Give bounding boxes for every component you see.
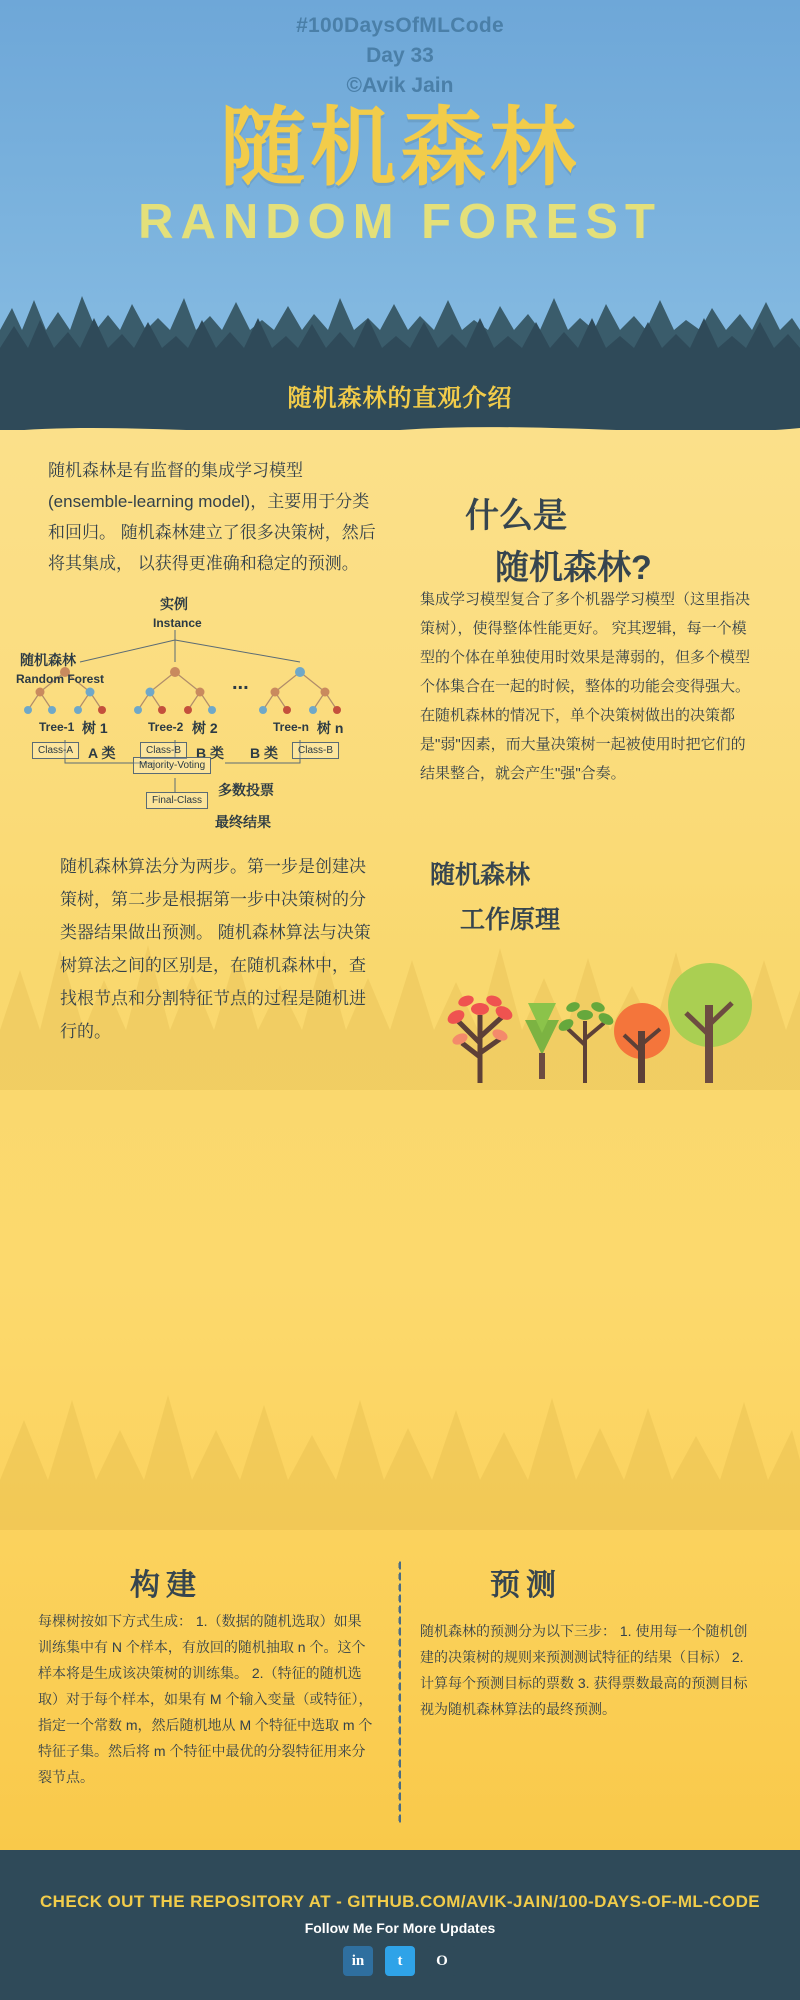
rf-heading-line2: 工作原理	[460, 906, 561, 934]
diagram-graphic	[10, 600, 360, 870]
social-links	[0, 1946, 800, 1976]
intro-paragraph: 随机森林是有监督的集成学习模型 (ensemble-learning model)，主要用于分类和回归。 随机森林建立了很多决策树，然后将其集成， 以获得更准确和稳定的预测。	[48, 461, 376, 573]
forest-label-en: Random Forest	[16, 672, 105, 686]
column-divider	[398, 1560, 401, 1825]
footer-treeline-illustration	[0, 1850, 800, 1862]
predict-column-title: 预测	[490, 1569, 562, 1602]
day-text: Day 33	[366, 44, 434, 67]
footer-section	[0, 1850, 800, 2000]
ensemble-paragraph: 集成学习模型复合了多个机器学习模型（这里指决策树），使得整体性能更好。 究其逻辑，每一个模型的个体在单独使用时效果是薄弱的，但多个模型个体集合在一起的时候，整体的功能会变得强大。在随机森林的情况下，单个决策树做出的决策都是"弱"因素，而大量决策树一起被使用时把它们的结果整合，就会产生"强"合奏。	[420, 591, 751, 782]
majority-voting-box: Majority-Voting	[133, 757, 211, 774]
header-section	[0, 0, 800, 370]
tree1-label-en: Tree-1	[39, 720, 75, 734]
github-icon[interactable]: O	[427, 1946, 457, 1976]
twitter-icon[interactable]: t	[385, 1946, 415, 1976]
treen-label-en: Tree-n	[273, 720, 310, 734]
main-content	[0, 430, 800, 1850]
treeline-illustration	[0, 260, 800, 370]
ellipsis-label: ...	[232, 672, 249, 694]
class-a-box-en: Class-A	[32, 742, 79, 759]
forest-label-cn: 随机森林	[20, 652, 76, 668]
class-b2-box-en: Class-B	[292, 742, 339, 759]
algorithm-paragraph: 随机森林算法分为两步。第一步是创建决策树，第二步是根据第一步中决策树的分类器结果做出预测。 随机森林算法与决策树算法之间的区别是，在随机森林中，查找根节点和分割特征节点的过程是随机进行的。	[60, 857, 371, 1041]
instance-label-cn: 实例	[160, 596, 188, 612]
question-heading-line1: 什么是	[465, 497, 567, 535]
tree2-label-cn: 树 2	[192, 720, 218, 736]
build-column-text: 每棵树按如下方式生成： 1.（数据的随机选取）如果训练集中有 N 个样本，有放回的随机抽取 n 个。这个样本将是生成该决策树的训练集。 2.（特征的随机选取）对于每个样本，如果有 M 个输入变量（或特征），指定一个常数 m，然后随机地从 M 个特征中选取 m 个特征子集。然后将 m 个特征中最优的分裂特征用来分裂节点。	[38, 1613, 373, 1785]
forest-artwork	[420, 925, 780, 1105]
majority-voting-label-cn: 多数投票	[218, 782, 274, 798]
tree1-label-cn: 树 1	[82, 720, 108, 736]
instance-label-en: Instance	[153, 616, 202, 630]
random-forest-diagram	[10, 596, 360, 870]
class-b-label-cn: B 类	[196, 745, 224, 761]
hashtag-text: #100DaysOfMLCode	[296, 14, 504, 37]
footer-follow-text: Follow Me For More Updates	[304, 1920, 496, 1936]
linkedin-icon[interactable]: in	[343, 1946, 373, 1976]
final-class-label-cn: 最终结果	[215, 814, 271, 830]
author-text: ©Avik Jain	[346, 74, 454, 97]
question-heading-line2: 随机森林?	[495, 549, 652, 587]
two-column-section	[0, 1540, 800, 1850]
tree2-label-en: Tree-2	[148, 720, 184, 734]
class-b2-label-cn: B 类	[250, 745, 278, 761]
title-english: RANDOM FOREST	[138, 195, 662, 249]
class-a-label-cn: A 类	[88, 745, 116, 761]
class-b-box-en: Class-B	[140, 742, 187, 759]
rf-heading-line1: 随机森林	[430, 861, 531, 889]
footer-repository-link[interactable]: CHECK OUT THE REPOSITORY AT - GITHUB.COM/AVIK-JAIN/100-DAYS-OF-ML-CODE	[39, 1892, 760, 1911]
predict-column-text: 随机森林的预测分为以下三步： 1. 使用每一个随机创建的决策树的规则来预测测试特征的结果（目标） 2. 计算每个预测目标的票数 3. 获得票数最高的预测目标视为随机森林算法的最终预测。	[420, 1623, 748, 1717]
final-class-box: Final-Class	[146, 792, 208, 809]
treen-label-cn: 树 n	[317, 720, 344, 736]
title-chinese: 随机森林	[220, 100, 580, 196]
band-title: 随机森林的直观介绍	[287, 385, 513, 412]
build-column-title: 构建	[130, 1569, 202, 1602]
